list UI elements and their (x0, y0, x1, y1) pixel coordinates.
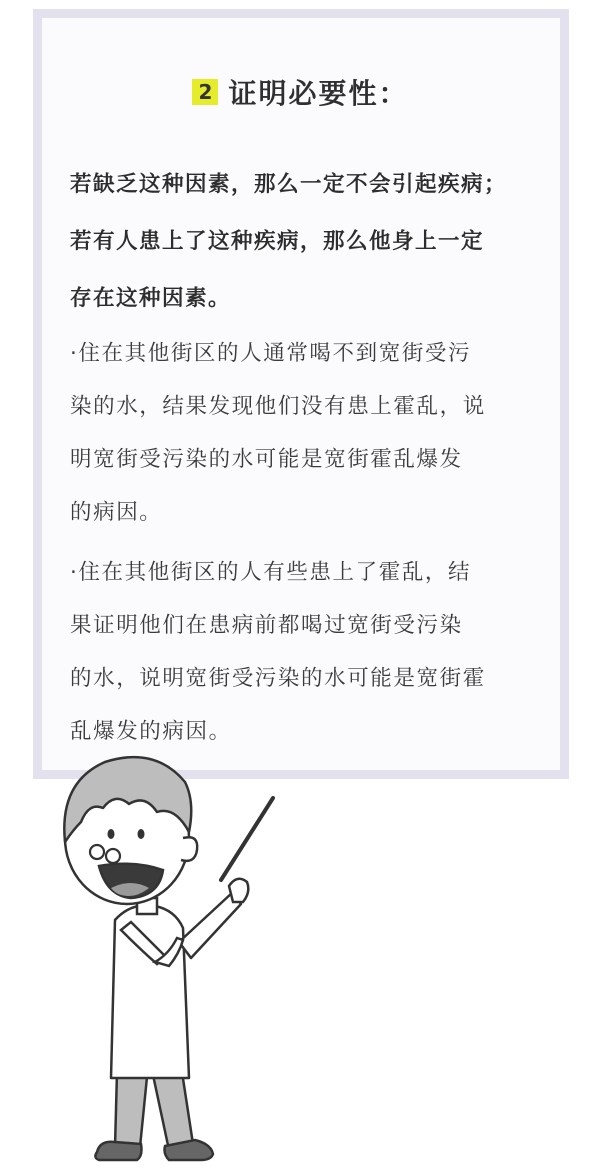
right-leg (153, 1072, 193, 1150)
right-hand (229, 879, 248, 902)
point-line: 明宽街受污染的水可能是宽街霍乱爆发 (70, 447, 463, 472)
definition-line: 若缺乏这种因素，那么一定不会引起疾病； (70, 172, 508, 197)
definition-paragraph (70, 156, 540, 327)
point-line: 果证明他们在患病前都喝过宽街受污染 (70, 613, 463, 638)
point-paragraph-1 (70, 327, 540, 539)
left-leg (115, 1072, 147, 1147)
ear (181, 837, 197, 861)
pointer-stick (221, 798, 273, 880)
point-line: 染的水，结果发现他们没有患上霍乱，说 (70, 394, 486, 419)
point-line: 的病因。 (70, 500, 163, 525)
point-line: 乱爆发的病因。 (70, 719, 232, 744)
point-paragraph-2 (70, 546, 540, 758)
eye (108, 829, 115, 839)
section-title: 证明必要性： (228, 77, 409, 110)
left-shoe (95, 1142, 141, 1160)
definition-line: 存在这种因素。 (70, 286, 232, 311)
point-line: 的水，说明宽街受污染的水可能是宽街霍 (70, 666, 486, 691)
definition-line: 若有人患上了这种疾病，那么他身上一定 (70, 229, 485, 254)
teacher-with-pointer-illustration (45, 742, 285, 1174)
section-heading (0, 72, 601, 112)
point-line: ·住在其他街区的人有些患上了霍乱，结 (70, 560, 472, 585)
point-line: ·住在其他街区的人通常喝不到宽街受污 (70, 341, 472, 366)
nose (90, 845, 104, 859)
eye (138, 829, 145, 839)
section-number-badge: 2 (192, 79, 218, 105)
